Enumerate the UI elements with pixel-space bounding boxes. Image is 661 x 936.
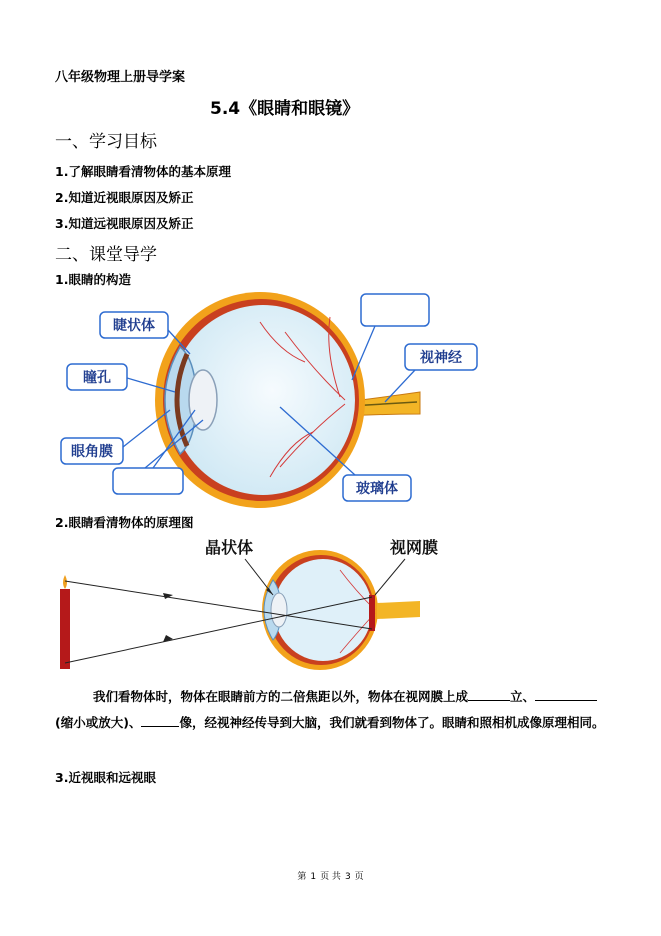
svg-text:睫状体: 睫状体 <box>113 318 155 334</box>
image-formation-diagram <box>55 535 439 680</box>
fill-blank-3[interactable] <box>141 713 179 727</box>
document-header: 八年级物理上册导学案 <box>55 70 186 85</box>
section-heading-goals: 一、学习目标 <box>55 132 157 152</box>
goal-item: 2.知道近视眼原因及矫正 <box>55 190 194 205</box>
fill-blank-1[interactable] <box>468 687 510 701</box>
label-cornea <box>61 410 170 464</box>
label-lens: 晶状体 <box>205 538 254 557</box>
svg-text:眼角膜: 眼角膜 <box>71 444 113 460</box>
svg-text:瞳孔: 瞳孔 <box>83 370 111 386</box>
candle-icon <box>60 575 70 669</box>
svg-text:视神经: 视神经 <box>420 350 462 366</box>
svg-text:玻璃体: 玻璃体 <box>356 481 398 497</box>
fill-blank-2[interactable] <box>535 687 597 701</box>
page-footer: 第 1 页 共 3 页 <box>297 872 364 882</box>
eye-structure-diagram <box>55 292 495 507</box>
principle-paragraph: 我们看物体时，物体在眼睛前方的二倍焦距以外，物体在视网膜上成 立、(缩小或放大)、 像，经视神经传导到大脑，我们就看到物体了。眼睛和照相机成像原理相同。 <box>55 689 605 730</box>
subheading-eye-structure: 1.眼睛的构造 <box>55 272 131 287</box>
label-optic-nerve <box>385 344 477 402</box>
subheading-principle: 2.眼睛看清物体的原理图 <box>55 515 194 530</box>
lens-shape <box>189 370 217 430</box>
label-retina: 视网膜 <box>390 538 439 557</box>
section-heading-guide: 二、课堂导学 <box>55 245 157 265</box>
goal-item: 1.了解眼睛看清物体的基本原理 <box>55 164 231 179</box>
retina-image <box>369 595 375 631</box>
goal-item: 3.知道远视眼原因及矫正 <box>55 216 194 231</box>
lens-shape <box>271 593 287 627</box>
subheading-myopia: 3.近视眼和远视眼 <box>55 770 156 785</box>
lesson-title: 5.4《眼睛和眼镜》 <box>210 99 360 119</box>
